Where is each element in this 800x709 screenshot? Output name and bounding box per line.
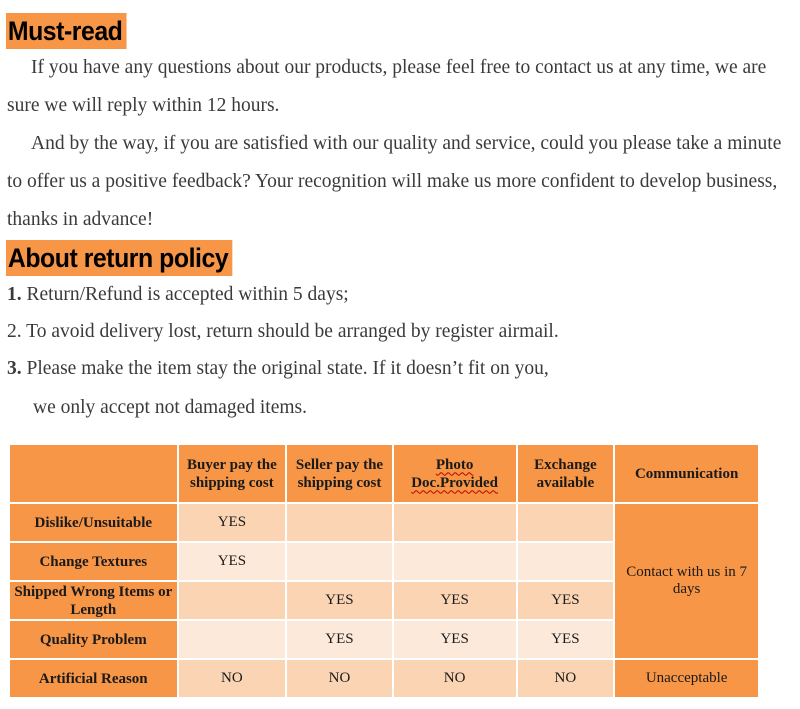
must-read-paragraph-2 — [7, 125, 797, 239]
cell-photo: NO — [393, 659, 517, 698]
cell-photo — [393, 542, 517, 581]
cell-communication: Unacceptable — [614, 659, 759, 698]
cell-communication-merged: Contact with us in 7 days — [614, 503, 759, 659]
header-photo-doc — [393, 444, 517, 503]
row-label: Artificial Reason — [9, 659, 178, 698]
policy-item-3 — [7, 351, 549, 387]
table-header-row — [9, 444, 759, 503]
return-policy-table — [8, 443, 760, 699]
cell-buyer — [178, 620, 287, 659]
header-seller-pay: Seller pay the shipping cost — [286, 444, 393, 503]
cell-exchange — [517, 542, 615, 581]
policy-item-number: 2. — [7, 321, 22, 342]
cell-seller — [286, 503, 393, 542]
paragraph-2-text: And by the way, if you are satisfied with our quality and service, could you please take a minute to offer us a positive feedback? Your recognition will make us more confident to develop business, thanks in advance! — [7, 133, 782, 230]
cell-exchange — [517, 503, 615, 542]
row-label: Change Textures — [9, 542, 178, 581]
cell-seller: YES — [286, 581, 393, 620]
cell-buyer: YES — [178, 503, 287, 542]
cell-photo: YES — [393, 620, 517, 659]
cell-photo — [393, 503, 517, 542]
row-label: Dislike/Unsuitable — [9, 503, 178, 542]
policy-item-number: 1. — [7, 284, 22, 305]
header-buyer-pay: Buyer pay the shipping cost — [178, 444, 287, 503]
table-row — [9, 503, 759, 542]
policy-item-text: Return/Refund is accepted within 5 days; — [26, 284, 349, 305]
header-exchange: Exchange available — [517, 444, 615, 503]
cell-exchange: YES — [517, 581, 615, 620]
policy-item-1 — [7, 277, 349, 313]
cell-seller: YES — [286, 620, 393, 659]
policy-item-3-continuation — [33, 390, 307, 426]
policy-item-number: 3. — [7, 358, 22, 379]
policy-item-text: Please make the item stay the original state. If it doesn’t fit on you, — [26, 358, 549, 379]
table-row — [9, 659, 759, 698]
header-communication: Communication — [614, 444, 759, 503]
cell-exchange: NO — [517, 659, 615, 698]
policy-item-2 — [7, 314, 559, 350]
row-label: Shipped Wrong Items or Length — [9, 581, 178, 620]
cell-seller — [286, 542, 393, 581]
cell-photo: YES — [393, 581, 517, 620]
cell-buyer: NO — [178, 659, 287, 698]
policy-item-text: To avoid delivery lost, return should be arranged by register airmail. — [26, 321, 559, 342]
policy-item-continuation-text: we only accept not damaged items. — [33, 397, 307, 418]
cell-exchange: YES — [517, 620, 615, 659]
header-photo-doc-text: Photo Doc.Provided — [411, 456, 499, 491]
header-empty-cell — [9, 444, 178, 503]
must-read-paragraph-1 — [7, 49, 797, 125]
must-read-heading: Must-read — [6, 13, 126, 49]
return-policy-heading: About return policy — [6, 240, 232, 276]
cell-buyer — [178, 581, 287, 620]
cell-seller: NO — [286, 659, 393, 698]
paragraph-1-text: If you have any questions about our products, please feel free to contact us at any time, we are sure we will reply within 12 hours. — [7, 57, 767, 116]
cell-buyer: YES — [178, 542, 287, 581]
row-label: Quality Problem — [9, 620, 178, 659]
